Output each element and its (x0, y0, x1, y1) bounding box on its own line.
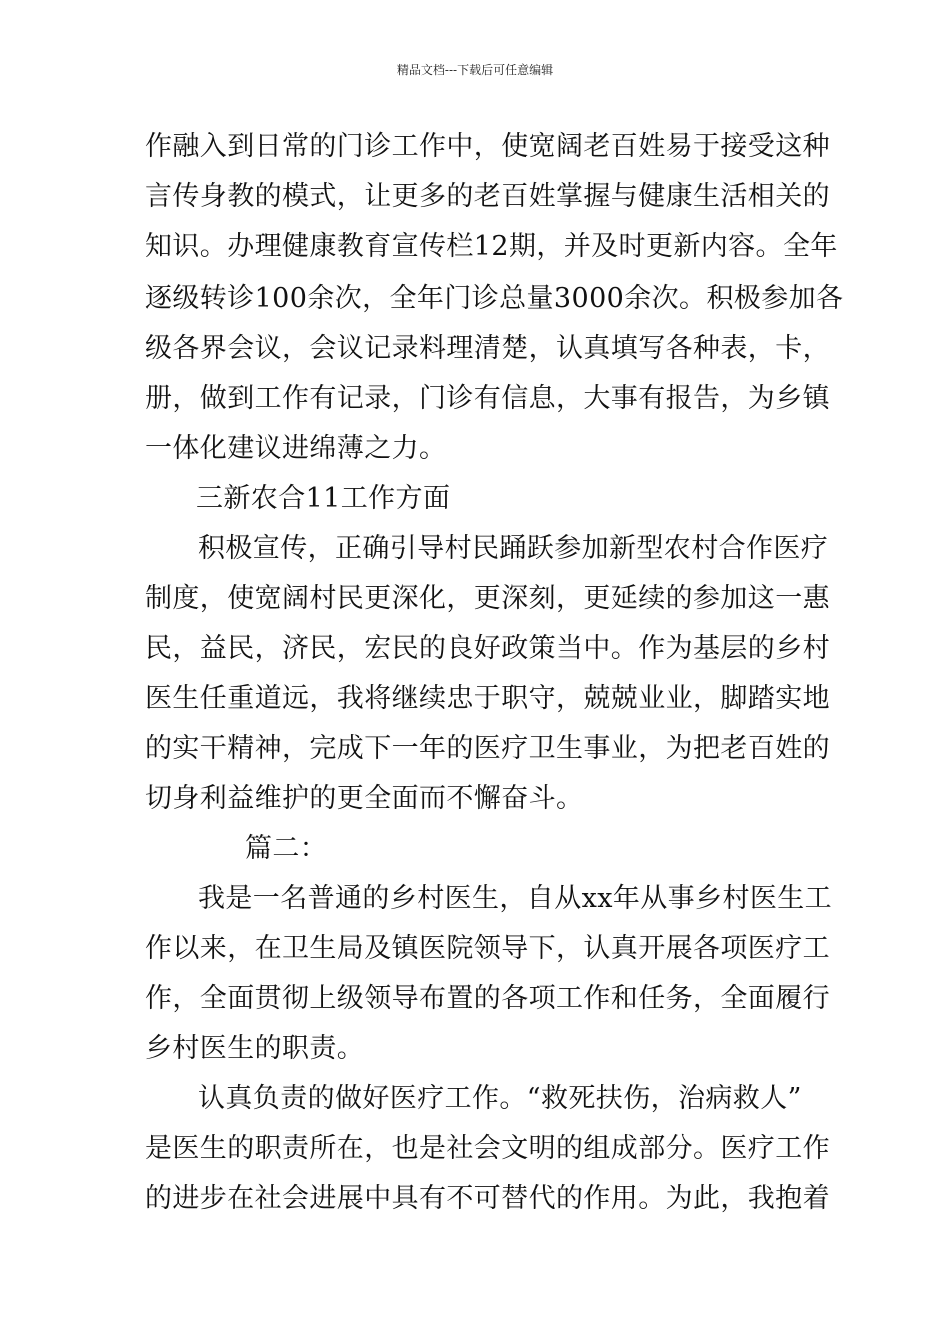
body-line: 乡村医生的职责。 (145, 1033, 365, 1064)
body-line: 一体化建议进绵薄之力。 (145, 433, 447, 464)
body-line: 我是一名普通的乡村医生，自从xx年从事乡村医生工 (198, 883, 833, 914)
section-heading: 篇二： (245, 833, 328, 864)
body-line: 制度，使宽阔村民更深化，更深刻，更延续的参加这一惠 (145, 583, 830, 614)
page-header: 精品文档---下载后可任意编辑 (396, 63, 554, 77)
section-heading: 三新农合11工作方面 (196, 483, 451, 514)
body-line: 民，益民，济民，宏民的良好政策当中。作为基层的乡村 (145, 633, 830, 664)
body-line: 切身利益维护的更全面而不懈奋斗。 (145, 783, 584, 814)
body-line: 作以来，在卫生局及镇医院领导下，认真开展各项医疗工 (145, 933, 830, 964)
body-line: 作，全面贯彻上级领导布置的各项工作和任务，全面履行 (145, 983, 830, 1014)
body-line: 级各界会议，会议记录料理清楚，认真填写各种表，卡， (145, 333, 830, 364)
body-line: 言传身教的模式，让更多的老百姓掌握与健康生活相关的 (145, 181, 830, 212)
body-line: 是医生的职责所在，也是社会文明的组成部分。医疗工作 (145, 1133, 830, 1164)
body-line: 知识。办理健康教育宣传栏12期，并及时更新内容。全年 (145, 231, 838, 262)
body-line: 的实干精神，完成下一年的医疗卫生事业，为把老百姓的 (145, 733, 830, 764)
body-line: 逐级转诊100余次，全年门诊总量3000余次。积极参加各 (145, 283, 844, 314)
body-line: 册，做到工作有记录，门诊有信息，大事有报告，为乡镇 (145, 383, 830, 414)
body-line: 积极宣传，正确引导村民踊跃参加新型农村合作医疗 (198, 533, 829, 564)
body-line: 医生任重道远，我将继续忠于职守，兢兢业业，脚踏实地 (145, 683, 830, 714)
body-line: 作融入到日常的门诊工作中，使宽阔老百姓易于接受这种 (145, 131, 830, 162)
body-line: 认真负责的做好医疗工作。“救死扶伤，治病救人” (198, 1083, 802, 1114)
body-line: 的进步在社会进展中具有不可替代的作用。为此，我抱着 (145, 1183, 830, 1214)
